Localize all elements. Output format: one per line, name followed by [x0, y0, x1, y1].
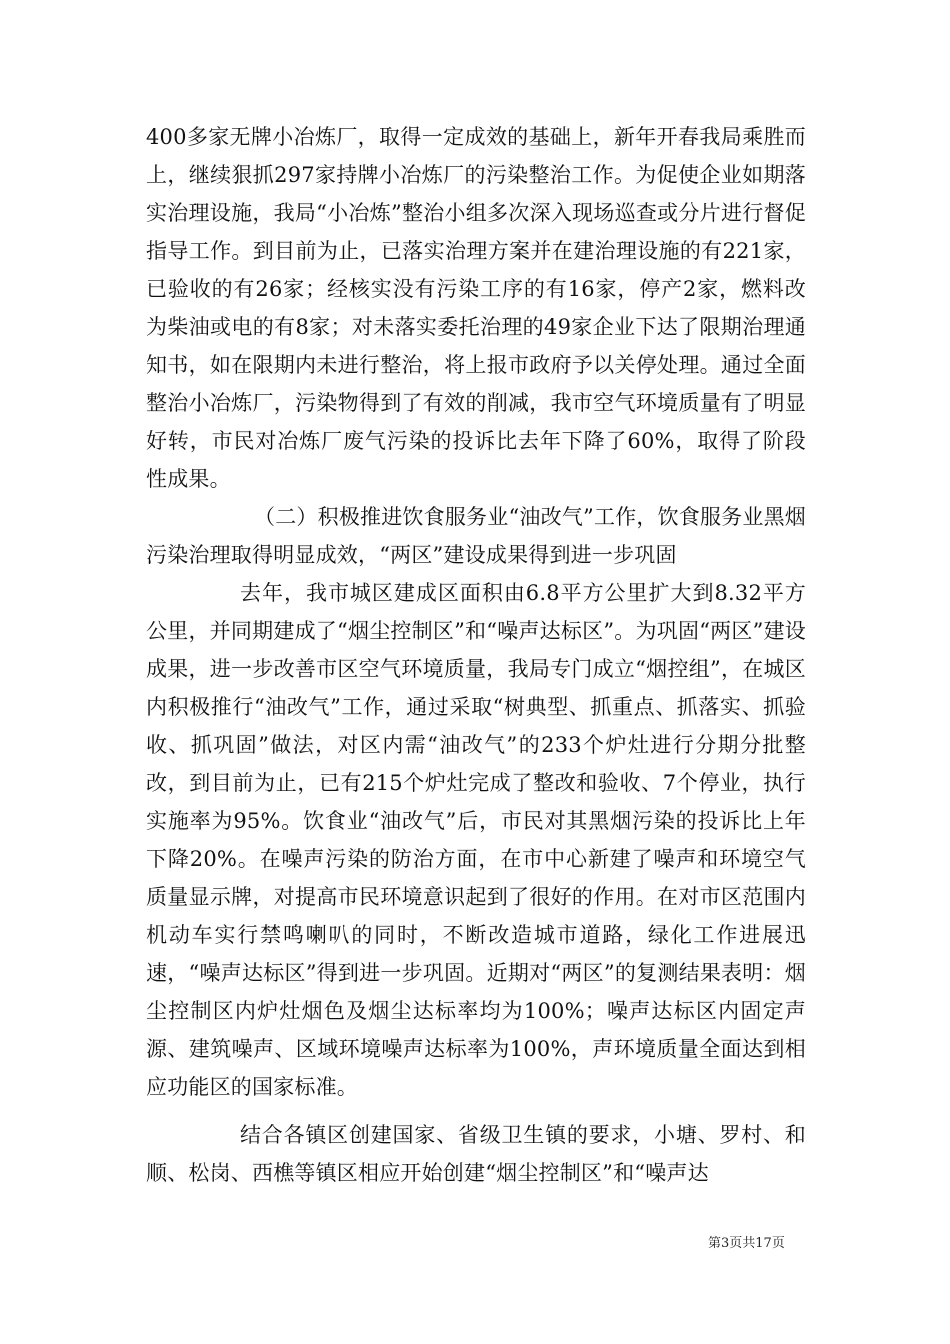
page-number-footer: 第3页共17页	[708, 1236, 785, 1251]
paragraph-town-sanitation: 结合各镇区创建国家、省级卫生镇的要求，小塘、罗村、和顺、松岗、西樵等镇区相应开始创建“烟尘控制区”和“噪声达	[146, 1123, 806, 1185]
section-heading-oil-to-gas: （二）积极推进饮食服务业“油改气”工作，饮食服务业黑烟污染治理取得明显成效，“两区”建设成果得到进一步巩固	[146, 505, 806, 567]
paragraph-two-zones-results: 去年，我市城区建成区面积由6.8平方公里扩大到8.32平方公里，并同期建成了“烟尘控制区”和“噪声达标区”。为巩固“两区”建设成果，进一步改善市区空气环境质量，我局专门成立“烟控组”，在城区内积极推行“油改气”工作，通过采取“树典型、抓重点、抓落实、抓验收、抓巩固”做法，对区内需“油改气”的233个炉灶进行分期分批整改，到目前为止，已有215个炉灶完成了整改和验收、7个停业，执行实施率为95%。饮食业“油改气”后，市民对其黑烟污染的投诉比上年下降20%。在噪声污染的防治方面，在市中心新建了噪声和环境空气质量显示牌，对提高市民环境意识起到了很好的作用。在对市区范围内机动车实行禁鸣喇叭的同时，不断改造城市道路，绿化工作进展迅速，“噪声达标区”得到进一步巩固。近期对“两区”的复测结果表明：烟尘控制区内炉灶烟色及烟尘达标率均为100%；噪声达标区内固定声源、建筑噪声、区域环境噪声达标率为100%，声环境质量全面达到相应功能区的国家标准。	[146, 581, 806, 1099]
paragraph-smelter-rectification: 400多家无牌小冶炼厂，取得一定成效的基础上，新年开春我局乘胜而上，继续狠抓297家持牌小冶炼厂的污染整治工作。为促使企业如期落实治理设施，我局“小冶炼”整治小组多次深入现场巡查或分片进行督促指导工作。到目前为止，已落实治理方案并在建治理设施的有221家，已验收的有26家；经核实没有污染工序的有16家，停产2家，燃料改为柴油或电的有8家；对未落实委托治理的49家企业下达了限期治理通知书，如在限期内未进行整治，将上报市政府予以关停处理。通过全面整治小冶炼厂，污染物得到了有效的削减，我市空气环境质量有了明显好转，市民对冶炼厂废气污染的投诉比去年下降了60%，取得了阶段性成果。	[146, 125, 806, 491]
document-body	[146, 118, 806, 1192]
